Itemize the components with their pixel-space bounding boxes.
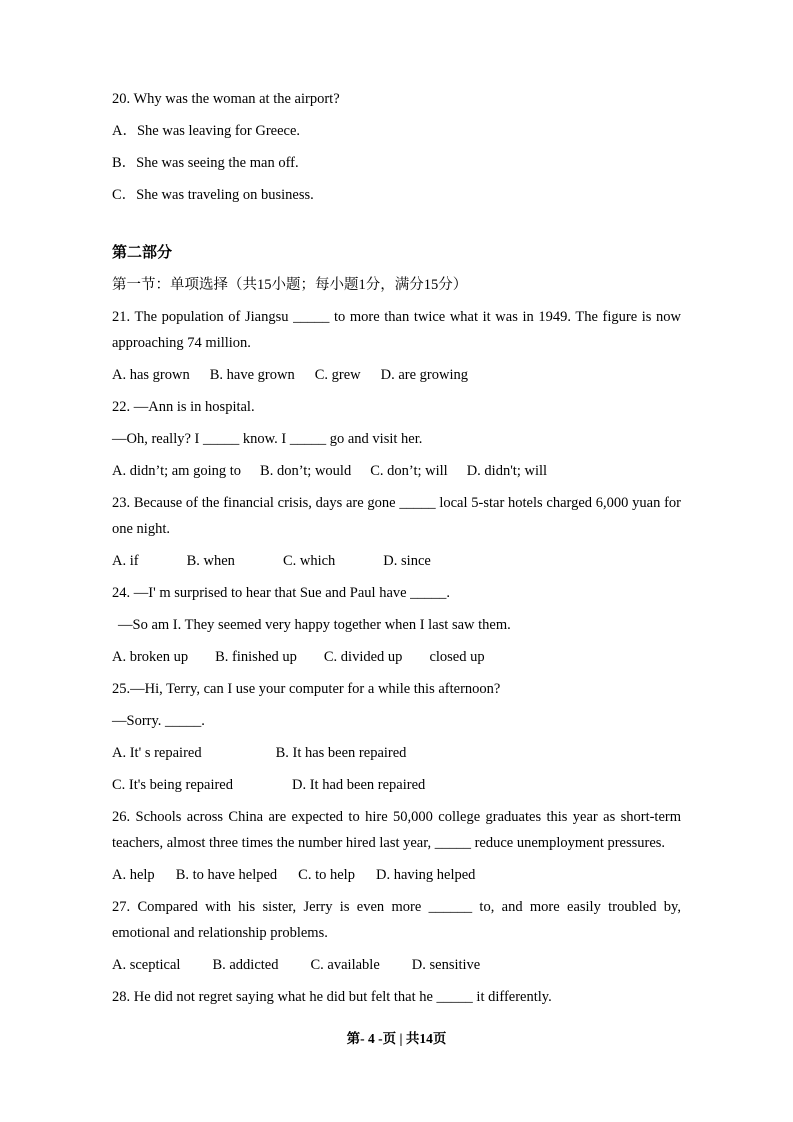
option-c: C. available — [310, 957, 380, 973]
option-d: D. sensitive — [411, 957, 481, 973]
question-24-options — [112, 644, 681, 670]
option-d: D. having helped — [375, 867, 476, 883]
question-21-stem: 21. The population of Jiangsu _____ to more than twice what it was in 1949. The figure is now approaching 74 million. — [112, 309, 681, 351]
question-22-reply: —Oh, really? I _____ know. I _____ go and visit her. — [112, 431, 423, 447]
option-b: B. have grown — [209, 367, 295, 383]
option-a: A. didn’t; am going to — [112, 463, 242, 479]
question-25-options-row2 — [112, 772, 681, 798]
question-27-stem: 27. Compared with his sister, Jerry is even more ______ to, and more easily troubled by, emotional and relationship problems. — [112, 899, 681, 941]
question-23-options — [112, 548, 681, 574]
option-a: A. help — [112, 867, 155, 883]
question-20-stem: 20. Why was the woman at the airport? — [112, 91, 340, 107]
question-24-stem: 24. —I' m surprised to hear that Sue and Paul have _____. — [112, 585, 451, 601]
option-a: A. has grown — [112, 367, 190, 383]
option-b: B. addicted — [212, 957, 279, 973]
option-a: A. It' s repaired — [112, 745, 202, 761]
option-b: B. to have helped — [175, 867, 278, 883]
question-28-stem: 28. He did not regret saying what he did but felt that he _____ it differently. — [112, 989, 552, 1005]
option-c: C. which — [282, 553, 336, 569]
option-c: C. grew — [314, 367, 361, 383]
option-d: D. since — [383, 553, 431, 569]
option-a: A. broken up — [112, 649, 189, 665]
page-footer: 第- 4 -页 | 共14页 — [346, 1031, 447, 1046]
option-d: closed up — [429, 649, 485, 665]
question-20-option-c: C．She was traveling on business. — [112, 187, 314, 203]
option-c: C. divided up — [323, 649, 403, 665]
option-c: C. don’t; will — [370, 463, 448, 479]
option-b: B. finished up — [215, 649, 297, 665]
question-25-reply: —Sorry. _____. — [112, 713, 205, 729]
question-21-options — [112, 362, 681, 388]
section1-heading: 第一节：单项选择（共15小题；每小题1分，满分15分） — [112, 277, 468, 293]
question-25-options-row1 — [112, 740, 681, 766]
option-d: D. are growing — [380, 367, 469, 383]
option-d: D. It had been repaired — [292, 777, 426, 793]
option-a: A. if — [112, 553, 139, 569]
question-25-stem: 25.—Hi, Terry, can I use your computer for a while this afternoon? — [112, 681, 501, 697]
question-22-options — [112, 458, 681, 484]
question-20-option-b: B．She was seeing the man off. — [112, 155, 299, 171]
option-d: D. didn't; will — [466, 463, 548, 479]
option-c: C. to help — [298, 867, 355, 883]
question-26-stem: 26. Schools across China are expected to hire 50,000 college graduates this year as short-term teachers, almost three times the number hired last year, _____ reduce unemployment pressures. — [112, 809, 681, 851]
question-20-option-a: A．She was leaving for Greece. — [112, 123, 301, 139]
option-b: B. when — [186, 553, 235, 569]
option-a: A. sceptical — [112, 957, 181, 973]
part2-heading: 第二部分 — [112, 245, 173, 261]
question-26-options — [112, 862, 681, 888]
question-23-stem: 23. Because of the financial crisis, days are gone _____ local 5-star hotels charged 6,000 yuan for one night. — [112, 495, 681, 537]
option-b: B. don’t; would — [260, 463, 352, 479]
question-24-reply: —So am I. They seemed very happy together when I last saw them. — [118, 617, 511, 633]
question-22-stem: 22. —Ann is in hospital. — [112, 399, 255, 415]
question-27-options — [112, 952, 681, 978]
option-b: B. It has been repaired — [275, 745, 407, 761]
option-c: C. It's being repaired — [112, 777, 233, 793]
